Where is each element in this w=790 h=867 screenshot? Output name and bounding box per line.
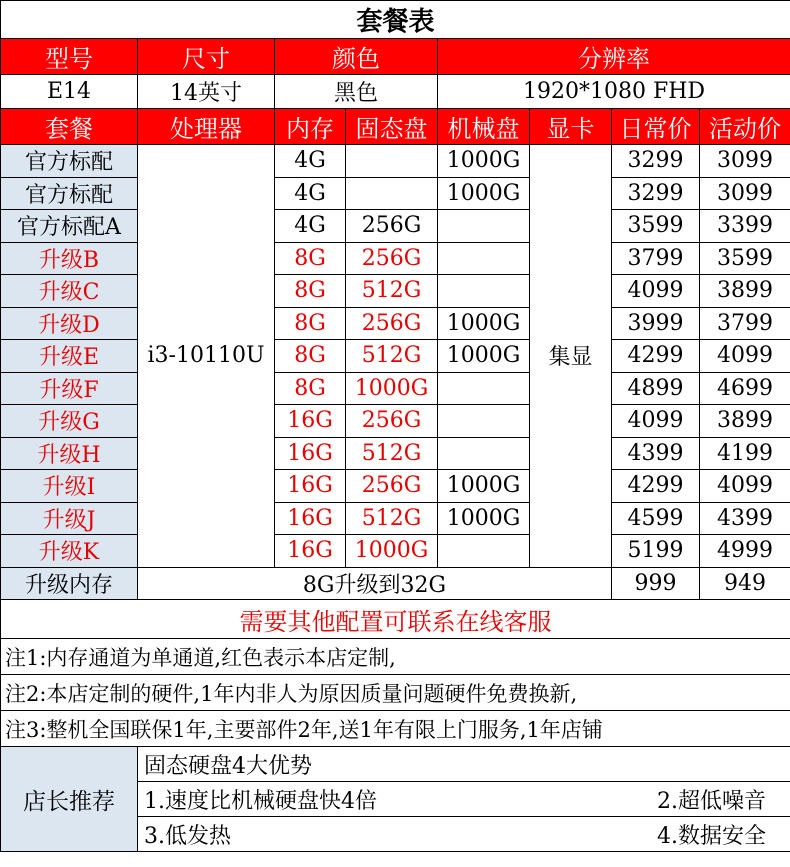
table-row [1,307,790,340]
ssd-cell: 512G [346,502,438,535]
table-row [1,340,790,373]
upgrade-memory-promo: 949 [700,567,790,600]
package-name: 升级G [1,405,138,438]
ssd-cell: 1000G [346,372,438,405]
note-1: 注1:内存通道为单通道,红色表示本店定制, [1,639,790,675]
table-row [1,437,790,470]
header-size: 尺寸 [138,39,275,75]
promo-price-cell: 4099 [700,470,790,503]
header-ram: 内存 [275,109,346,145]
hdd-cell [438,210,530,243]
table-row [1,470,790,503]
recommend-title: 固态硬盘4大优势 [138,747,790,782]
note-2: 注2:本店定制的硬件,1年内非人为原因质量问题硬件免费换新, [1,675,790,711]
ram-cell: 8G [275,242,346,275]
ram-cell: 8G [275,372,346,405]
package-name: 升级J [1,502,138,535]
hdd-cell: 1000G [438,145,530,178]
upgrade-memory-desc: 8G升级到32G [138,567,612,600]
promo-price-cell: 3399 [700,210,790,243]
recommend-item-4: 4.数据安全 [657,823,767,849]
table-row [1,502,790,535]
daily-price-cell: 4299 [612,470,700,503]
info-model: E14 [1,75,138,109]
daily-price-cell: 3299 [612,145,700,178]
ram-cell: 8G [275,307,346,340]
ram-cell: 8G [275,275,346,308]
hdd-cell [438,437,530,470]
package-name: 升级I [1,470,138,503]
header-resolution: 分辨率 [438,39,790,75]
hdd-cell: 1000G [438,502,530,535]
ram-cell: 16G [275,535,346,568]
ssd-cell [346,177,438,210]
info-size: 14英寸 [138,75,275,109]
contact-note: 需要其他配置可联系在线客服 [1,600,790,639]
header-color: 颜色 [275,39,438,75]
header-promo-price: 活动价 [700,109,790,145]
ssd-cell: 256G [346,405,438,438]
table-row [1,405,790,438]
ssd-cell: 256G [346,210,438,243]
daily-price-cell: 4399 [612,437,700,470]
header-hdd: 机械盘 [438,109,530,145]
ram-cell: 4G [275,145,346,178]
daily-price-cell: 4099 [612,275,700,308]
ssd-cell: 256G [346,307,438,340]
hdd-cell [438,535,530,568]
table-row [1,372,790,405]
promo-price-cell: 4399 [700,502,790,535]
hdd-cell: 1000G [438,340,530,373]
daily-price-cell: 3299 [612,177,700,210]
recommend-line-2 [138,817,790,852]
header-model: 型号 [1,39,138,75]
cpu-cell: i3-10110U [138,145,275,568]
package-name: 升级C [1,275,138,308]
ssd-cell: 1000G [346,535,438,568]
package-name: 官方标配 [1,145,138,178]
daily-price-cell: 3599 [612,210,700,243]
promo-price-cell: 4699 [700,372,790,405]
recommend-line-1 [138,782,790,817]
package-name: 升级F [1,372,138,405]
daily-price-cell: 5199 [612,535,700,568]
ssd-cell: 256G [346,470,438,503]
daily-price-cell: 4099 [612,405,700,438]
hdd-cell [438,405,530,438]
note-3: 注3:整机全国联保1年,主要部件2年,送1年有限上门服务,1年店铺 [1,711,790,747]
ram-cell: 16G [275,502,346,535]
package-name: 升级D [1,307,138,340]
upgrade-memory-label: 升级内存 [1,567,138,600]
package-name: 升级B [1,242,138,275]
table-row [1,242,790,275]
header-cpu: 处理器 [138,109,275,145]
ram-cell: 16G [275,405,346,438]
table-row [1,177,790,210]
header-gpu: 显卡 [530,109,612,145]
ssd-cell: 512G [346,275,438,308]
ssd-cell [346,145,438,178]
recommend-item-3: 3.低发热 [144,823,231,849]
promo-price-cell: 3799 [700,307,790,340]
hdd-cell: 1000G [438,470,530,503]
ram-cell: 16G [275,470,346,503]
table-row [1,145,790,178]
daily-price-cell: 4599 [612,502,700,535]
ssd-cell: 512G [346,437,438,470]
info-resolution: 1920*1080 FHD [438,75,790,109]
upgrade-memory-daily: 999 [612,567,700,600]
package-name: 官方标配 [1,177,138,210]
ssd-cell: 256G [346,242,438,275]
recommend-label: 店长推荐 [1,747,138,852]
gpu-cell: 集显 [530,145,612,568]
table-row [1,210,790,243]
header-ssd: 固态盘 [346,109,438,145]
package-name: 官方标配A [1,210,138,243]
hdd-cell [438,275,530,308]
ram-cell: 4G [275,210,346,243]
hdd-cell [438,372,530,405]
header-package: 套餐 [1,109,138,145]
recommend-item-2: 2.超低噪音 [657,788,767,814]
ram-cell: 8G [275,340,346,373]
ram-cell: 16G [275,437,346,470]
promo-price-cell: 4999 [700,535,790,568]
daily-price-cell: 3999 [612,307,700,340]
promo-price-cell: 3899 [700,275,790,308]
promo-price-cell: 3899 [700,405,790,438]
promo-price-cell: 3599 [700,242,790,275]
promo-price-cell: 4199 [700,437,790,470]
daily-price-cell: 4899 [612,372,700,405]
table-row [1,535,790,568]
table-row [1,275,790,308]
package-name: 升级E [1,340,138,373]
header-daily-price: 日常价 [612,109,700,145]
promo-price-cell: 3099 [700,177,790,210]
ram-cell: 4G [275,177,346,210]
promo-price-cell: 4099 [700,340,790,373]
promo-price-cell: 3099 [700,145,790,178]
daily-price-cell: 4299 [612,340,700,373]
hdd-cell: 1000G [438,307,530,340]
recommend-item-1: 1.速度比机械硬盘快4倍 [144,788,377,814]
table-title: 套餐表 [1,1,790,39]
info-color: 黑色 [275,75,438,109]
ssd-cell: 512G [346,340,438,373]
daily-price-cell: 3799 [612,242,700,275]
package-name: 升级H [1,437,138,470]
hdd-cell [438,242,530,275]
hdd-cell: 1000G [438,177,530,210]
package-name: 升级K [1,535,138,568]
